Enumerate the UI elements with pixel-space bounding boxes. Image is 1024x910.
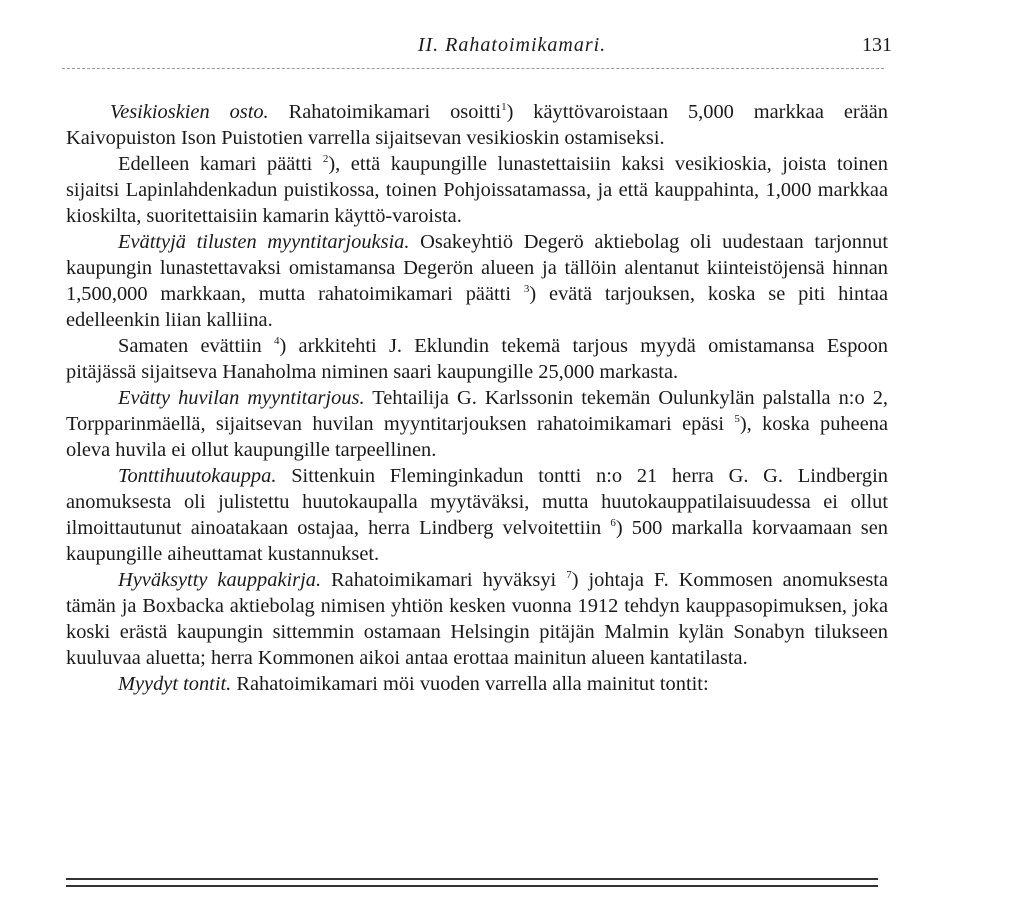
footnote-marker: 3 xyxy=(523,283,530,295)
text-run: Rahatoimikamari hyväksyi xyxy=(321,569,567,591)
running-title: II. Rahatoimikamari. xyxy=(417,34,607,56)
paragraph xyxy=(66,385,888,463)
paragraph xyxy=(66,671,888,697)
paragraph-heading: Tonttihuutokauppa. xyxy=(118,465,277,487)
footnote-marker: 4 xyxy=(273,335,280,347)
text-run: Edelleen kamari päätti xyxy=(118,153,323,175)
paragraph xyxy=(66,229,888,333)
paragraph-heading: Evättyjä tilusten myyntitarjouksia. xyxy=(118,231,410,253)
body-text xyxy=(66,99,888,697)
paragraph xyxy=(66,463,888,567)
text-run: Osakeyhtiö Degerö aktiebolag oli uudestaan tarjonnut kaupungin lunastettavaksi omistamansa Degerön alueen ja tällöin alentanut kiinteistöjensä hinnan 1,500,000 markkaan, mutta rahatoimikamari päätti xyxy=(66,231,888,305)
paragraph xyxy=(66,99,888,151)
page-number: 131 xyxy=(862,34,892,56)
header-rule xyxy=(62,68,884,69)
paragraph xyxy=(66,333,888,385)
footer-rule-1 xyxy=(66,878,878,880)
text-run: ) käyttövaroistaan 5,000 markkaa erään Kaivopuiston Ison Puistotien varrella sijaitsevan vesikioskin ostamiseksi. xyxy=(66,101,888,149)
footnote-marker: 1 xyxy=(501,101,507,113)
text-run: ), että kaupungille lunastettaisiin kaksi vesikioskia, joista toinen sijaitsi Lapinlahdenkadun puistikossa, toinen Pohjoissatamassa, ja että kauppahinta, 1,000 markkaa kioskilta, suoritettaisiin kamarin käyttö-varoista. xyxy=(66,153,888,227)
text-run: Sittenkuin Fleminginkadun tontti n:o 21 herra G. G. Lindbergin anomuksesta oli julistettu huutokaupalla myytäväksi, mutta huutokauppatilaisuudessa ei ollut ilmoittautunut ainoatakaan ostajaa, herra Lindberg velvoitettiin xyxy=(66,465,888,539)
paragraph-heading: Vesikioskien osto. xyxy=(110,101,269,123)
text-run: ) johtaja F. Kommosen anomuksesta tämän ja Boxbacka aktiebolag nimisen yhtiön kesken vuonna 1912 tehdyn kauppasopimuksen, joka koski erästä kaupungin sittemmin ostamaan Helsingin pitäjän Malmin kylän Sonabyn tilukseen kuuluvaa aluetta; herra Kommonen aikoi antaa erottaa mainitun alueen kantatilasta. xyxy=(66,569,889,669)
text-run: Tehtailija G. Karlssonin tekemän Oulunkylän palstalla n:o 2, Torpparinmäellä, sijaitsevan huvilan myyntitarjouksen rahatoimikamari epäsi xyxy=(66,387,888,435)
text-run: ) 500 markalla korvaamaan sen kaupungille aiheuttamat kustannukset. xyxy=(66,517,888,565)
paragraph xyxy=(66,151,888,229)
footnote-marker: 5 xyxy=(734,413,740,425)
footnote-marker: 2 xyxy=(322,153,329,165)
text-run: ) arkkitehti J. Eklundin tekemä tarjous myydä omistamansa Espoon pitäjässä sijaitseva Hanaholma niminen saari kaupungille 25,000 markasta. xyxy=(66,335,888,383)
text-run: ) evätä tarjouksen, koska se piti hintaa edelleenkin liian kalliina. xyxy=(66,283,888,331)
paragraph-heading: Evätty huvilan myyntitarjous. xyxy=(118,387,365,409)
text-run: Rahatoimikamari osoitti xyxy=(268,101,502,123)
footer-rule-2 xyxy=(66,885,878,887)
text-run: Samaten evättiin xyxy=(118,335,274,357)
paragraph-heading: Hyväksytty kauppakirja. xyxy=(118,569,322,591)
page-header xyxy=(0,34,1024,64)
paragraph-heading: Myydyt tontit. xyxy=(118,673,232,695)
footnote-marker: 7 xyxy=(566,569,572,581)
paragraph xyxy=(66,567,888,671)
text-run: Rahatoimikamari möi vuoden varrella alla mainitut tontit: xyxy=(231,673,709,695)
text-run: ), koska puheena oleva huvila ei ollut kaupungille tarpeellinen. xyxy=(66,413,888,461)
footnote-marker: 6 xyxy=(610,517,616,529)
